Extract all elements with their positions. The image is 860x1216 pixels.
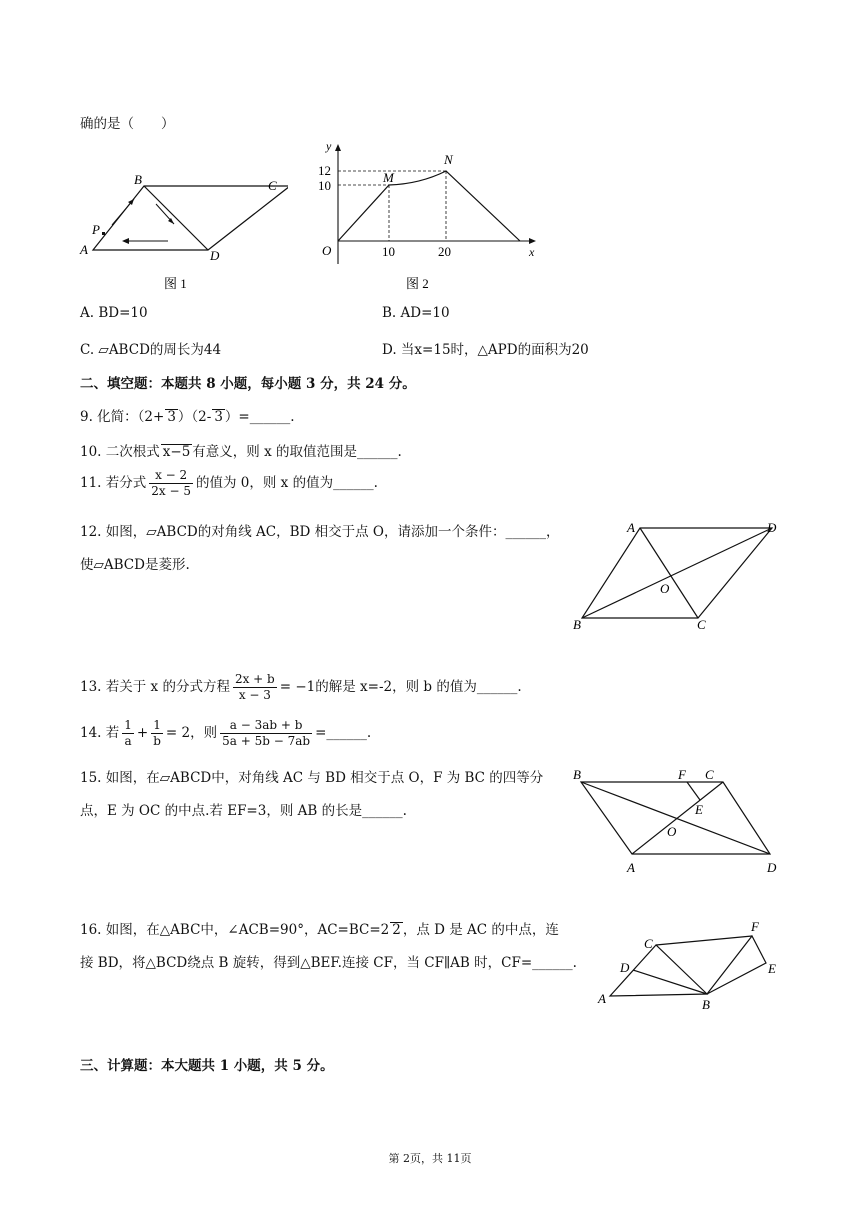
segment-ef [687, 782, 700, 800]
q14-f1-denominator: a [124, 734, 132, 748]
parallelogram-abcd [93, 186, 288, 250]
label-a: A [627, 520, 635, 535]
q9-mid: ）（2- [177, 409, 212, 425]
q13-mid: = −1 [279, 679, 316, 695]
q14-fraction-1 [122, 718, 134, 749]
figure-q16-triangles [592, 915, 792, 1015]
q13-suffix: 的解是 x=-2，则 b 的值为______. [315, 679, 522, 695]
q8-option-d: D. 当x=15时，△APD的面积为20 [382, 342, 589, 358]
question-15-line-1: 15. 如图，在▱ABCD中，对角线 AC 与 BD 相交于点 O，F 为 BC 的四等分 [80, 770, 544, 786]
segment-cf [656, 936, 752, 945]
label-a: A [598, 991, 606, 1006]
q16-line1-suffix: ，点 D 是 AC 的中点，连 [402, 922, 559, 938]
q14-plus: + [136, 725, 149, 741]
x-axis-label: x [529, 245, 535, 259]
q13-fraction [233, 672, 277, 703]
label-o: O [667, 824, 677, 839]
diagonal-bd [144, 186, 208, 250]
label-d: D [620, 960, 630, 975]
q11-fraction [149, 468, 193, 499]
section-2-title: 二、填空题：本题共 8 小题，每小题 3 分，共 24 分。 [80, 376, 416, 392]
diagonal-ac [632, 782, 723, 854]
label-e: E [768, 961, 776, 976]
point-m-label: M [383, 170, 394, 185]
label-b: B [573, 767, 581, 782]
label-b: B [702, 997, 710, 1012]
page-footer: 第 2页，共 11页 [388, 1152, 472, 1165]
q13-numerator: 2x + b [234, 672, 275, 686]
diagonal-bd [581, 782, 770, 854]
q11-prefix: 11. 若分式 [80, 475, 147, 491]
label-p: P [92, 222, 100, 237]
question-14 [80, 718, 371, 749]
q13-denominator: x − 3 [238, 688, 271, 702]
q16-sqrt: 2 [392, 922, 401, 938]
label-c: C [705, 767, 714, 782]
q11-numerator: x − 2 [149, 468, 193, 484]
y-axis-arrow [335, 144, 341, 151]
q8-option-b: B. AD=10 [382, 305, 450, 321]
question-13 [80, 672, 522, 703]
label-c: C [697, 617, 706, 632]
q16-line1-prefix: 16. 如图，在△ABC中，∠ACB=90°，AC=BC=2 [80, 922, 390, 938]
q14-numerator: a − 3ab + b [220, 718, 312, 734]
question-9 [80, 405, 295, 425]
q11-denominator: 2x − 5 [151, 484, 191, 498]
figure-1-parallelogram [78, 170, 288, 295]
q8-stem-tail: 确的是（ ） [80, 116, 175, 132]
y-tick-12: 12 [318, 163, 331, 178]
q8-option-a: A. BD=10 [80, 305, 148, 321]
arrow-left-head [122, 238, 129, 244]
figure-2-caption: 图 2 [406, 276, 429, 291]
question-11 [80, 468, 378, 499]
x-tick-10: 10 [382, 244, 395, 259]
label-f: F [751, 919, 759, 934]
figure-q12-parallelogram [565, 515, 785, 640]
origin-label: O [322, 243, 332, 258]
label-o: O [660, 581, 670, 596]
q14-f2-numerator: 1 [151, 718, 163, 734]
y-axis-label: y [326, 140, 332, 153]
question-16-line-2: 接 BD，将△BCD绕点 B 旋转，得到△BEF.连接 CF，当 CF∥AB 时，CF=______. [80, 955, 577, 971]
question-15-line-2: 点，E 为 OC 的中点.若 EF=3，则 AB 的长是______. [80, 803, 407, 819]
q10-suffix: 有意义，则 x 的取值范围是______. [192, 444, 402, 460]
figure-q15-parallelogram [565, 762, 785, 882]
label-d: D [767, 520, 777, 535]
q14-denominator: 5a + 5b − 7ab [222, 734, 311, 748]
y-tick-10: 10 [318, 178, 331, 193]
q14-fraction-3 [220, 718, 312, 749]
q14-eq: = 2，则 [165, 725, 218, 741]
q9-sqrt-2: 3 [214, 409, 223, 425]
label-a: A [627, 860, 635, 875]
q14-fraction-2 [151, 718, 163, 749]
label-d: D [210, 248, 220, 263]
q14-prefix: 14. 若 [80, 725, 120, 741]
label-f: F [678, 767, 686, 782]
label-d: D [767, 860, 777, 875]
segment-bd [633, 970, 707, 994]
q14-f1-numerator: 1 [124, 718, 132, 732]
label-a: A [80, 242, 88, 257]
q13-prefix: 13. 若关于 x 的分式方程 [80, 679, 230, 695]
label-b: B [573, 617, 581, 632]
q8-option-c: C. ▱ABCD的周长为44 [80, 342, 222, 358]
q10-prefix: 10. 二次根式 [80, 444, 160, 460]
q14-suffix: =______. [315, 725, 372, 741]
question-12-line-1: 12. 如图，▱ABCD的对角线 AC，BD 相交于点 O，请添加一个条件：______， [80, 524, 560, 540]
question-10 [80, 440, 402, 460]
q9-prefix: 9. 化简：（2+ [80, 409, 165, 425]
graph-curve [338, 171, 520, 241]
label-c: C [644, 936, 653, 951]
point-n-label: N [444, 152, 453, 167]
diagonal-ac [640, 528, 698, 618]
q14-f2-denominator: b [153, 734, 161, 748]
q10-sqrt: x−5 [162, 444, 191, 460]
figure-2-graph [310, 140, 545, 295]
x-axis-arrow [529, 238, 536, 244]
figure-1-caption: 图 1 [164, 276, 187, 291]
q9-suffix: ）=______. [224, 409, 295, 425]
question-12-line-2: 使▱ABCD是菱形. [80, 557, 190, 573]
section-3-title: 三、计算题：本大题共 1 小题，共 5 分。 [80, 1058, 334, 1074]
question-16-line-1 [80, 918, 559, 938]
label-b: B [134, 172, 142, 187]
q11-suffix: 的值为 0，则 x 的值为______. [196, 475, 378, 491]
x-tick-20: 20 [438, 244, 451, 259]
q9-sqrt-1: 3 [167, 409, 176, 425]
point-p-dot [102, 232, 105, 235]
triangle-bef [707, 936, 766, 994]
label-c: C [268, 178, 277, 193]
label-e: E [695, 802, 703, 817]
